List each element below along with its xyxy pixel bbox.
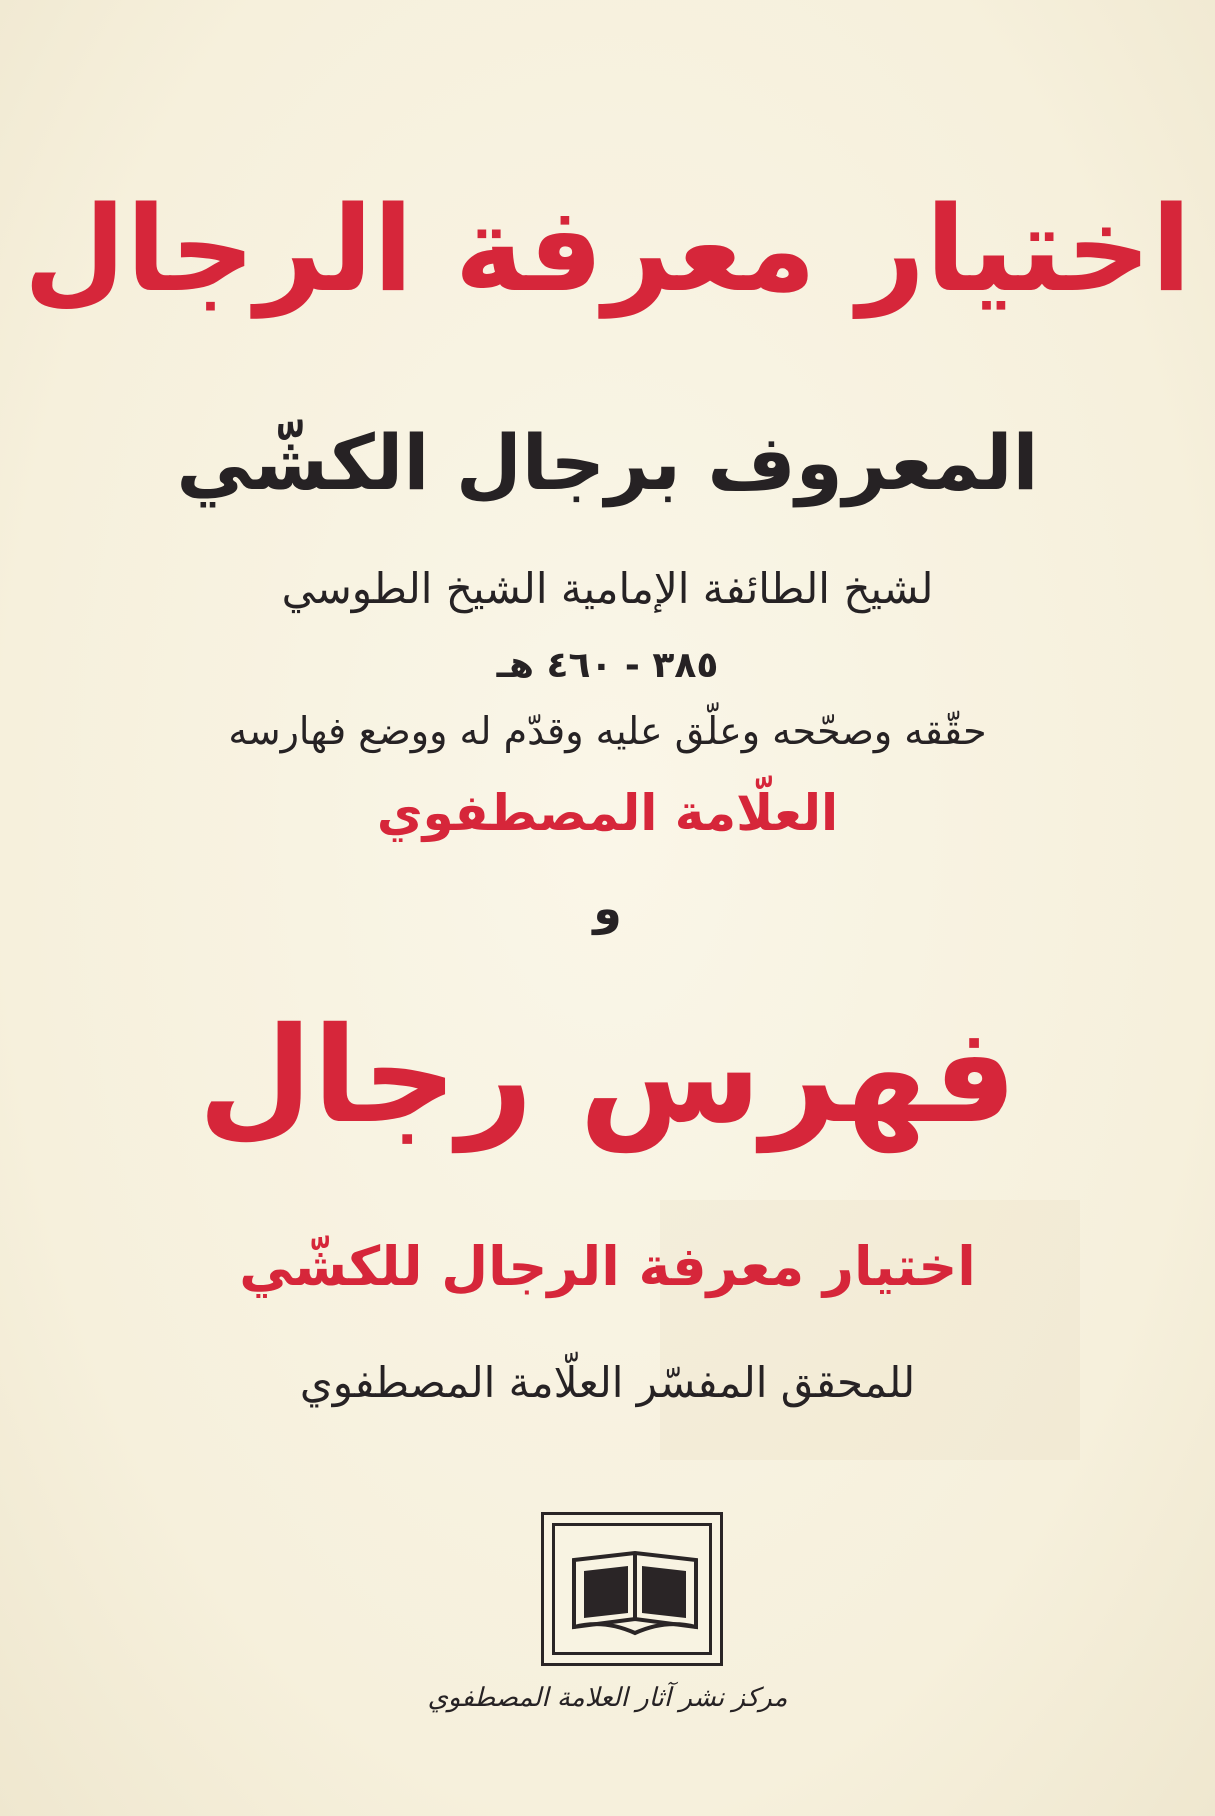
second-title: فهرس رجال [197,999,1017,1153]
editor-credit: حقّقه وصحّحه وعلّق عليه وقدّم له ووضع فهارسه [228,709,987,753]
conjunction: و [593,881,622,935]
editor-name: العلّامة المصطفوي [376,784,839,842]
main-title: اختيار معرفة الرجال [23,180,1192,318]
author-dates: ٣٨٥ - ٤٦٠ هـ [496,645,719,686]
second-subtitle: اختيار معرفة الرجال للكشّي [239,1235,976,1298]
subtitle: المعروف برجال الكشّي [176,418,1039,507]
publisher-name: مركز نشر آثار العلامة المصطفوي [427,1683,788,1713]
publisher-logo [541,1512,723,1666]
open-book-icon [544,1515,726,1669]
author-line: لشيخ الطائفة الإمامية الشيخ الطوسي [281,564,934,613]
second-author: للمحقق المفسّر العلّامة المصطفوي [299,1358,916,1407]
